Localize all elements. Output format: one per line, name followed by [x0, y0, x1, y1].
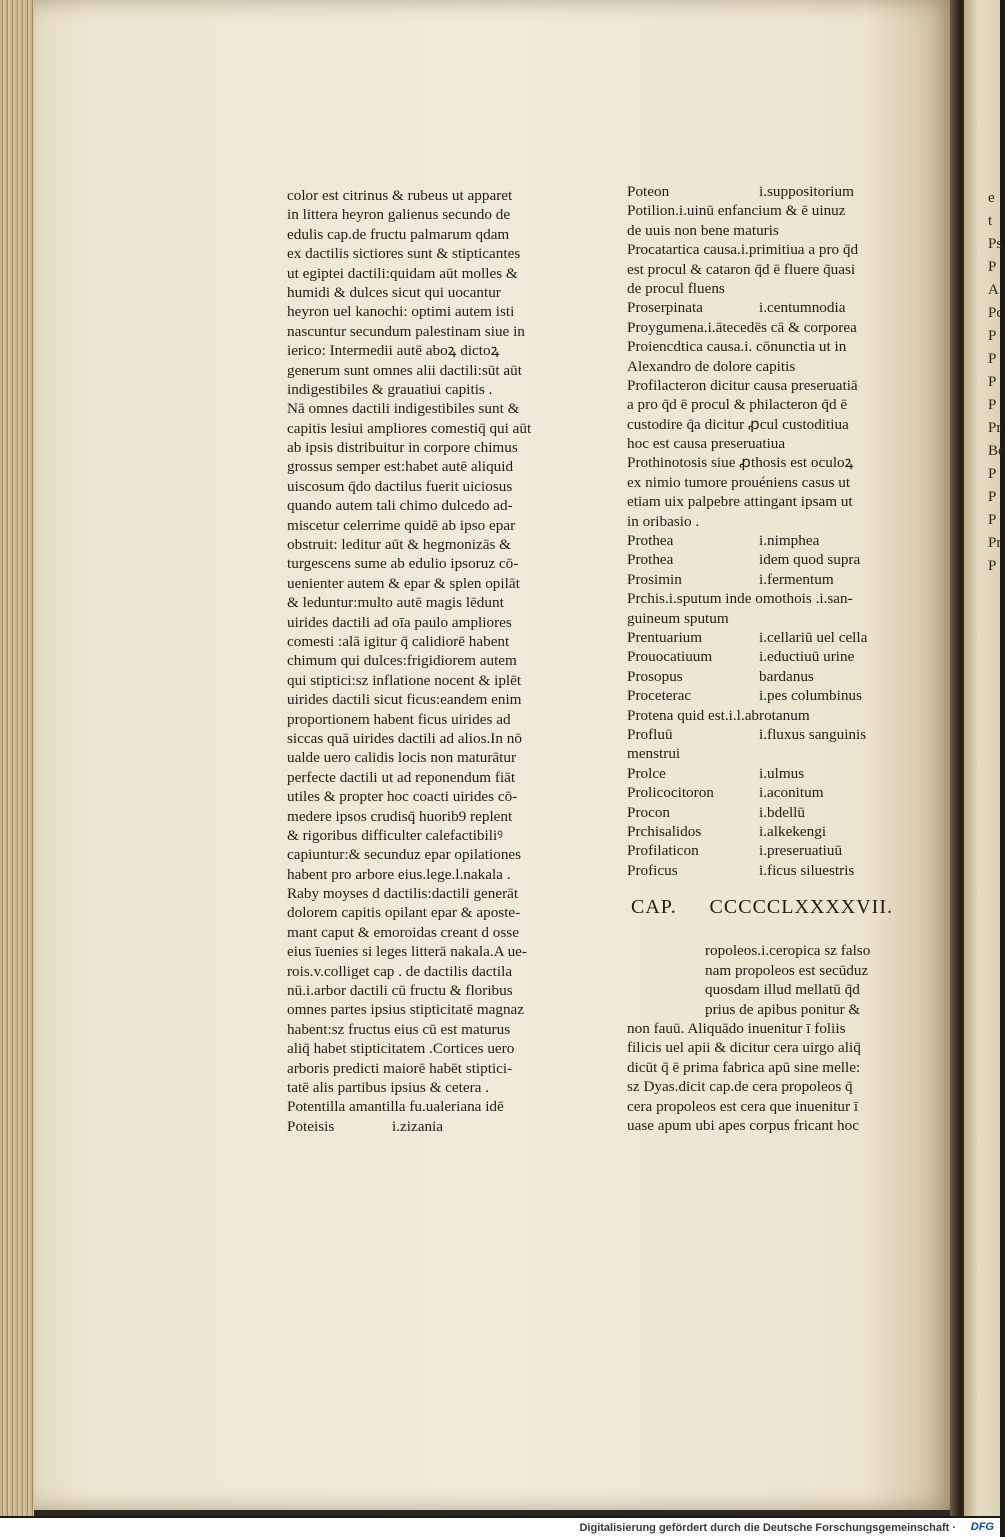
next-page-fragment: P	[988, 512, 997, 528]
text-line: Potilion.i.uinū enfancium & ē uinuz	[627, 202, 846, 220]
text-line: custodire q̄a dicitur ꝓcul custoditiua	[627, 415, 849, 433]
text-line: aliq̄ habet stipticitatem .Cortices uero	[287, 1040, 515, 1058]
text-line: de procul fluens	[627, 279, 725, 297]
text-line: mant caput & emoroidas creant d osse	[287, 923, 519, 941]
text-line: ropoleos.i.ceropica sz falso	[705, 942, 871, 960]
text-line: in oribasio .	[627, 512, 700, 530]
next-page-fragment: A	[988, 282, 999, 298]
next-page-fragment: t	[988, 213, 993, 229]
next-page-fragment: Pc	[988, 305, 1003, 321]
next-page-fragments	[964, 190, 1005, 581]
text-line: ab ipsis distribuitur in corpore chimus	[287, 439, 518, 457]
entry-definition: i.fermentum	[759, 570, 834, 588]
text-line: turgescens sume ab edulio ipsoruz cō-	[287, 555, 519, 573]
next-page-fragment: P	[988, 374, 997, 390]
next-page-fragment: P	[988, 466, 997, 482]
text-line: edulis cap.de fructu palmarum qdam	[287, 225, 510, 243]
text-line: & rigoribus difficulter calefactibiliꝰ	[287, 826, 503, 844]
entry-term: Poteon	[627, 183, 670, 200]
text-line: prius de apibus ponitur &	[705, 1000, 861, 1018]
text-line: Prchis.i.sputum inde omothois .i.san-	[627, 590, 853, 608]
text-line: eius īuenies si leges litterā nakala.A ue-	[287, 943, 527, 961]
glossary-entry	[627, 647, 889, 666]
text-line: quosdam illud mellatū q̄d	[705, 981, 860, 999]
next-page-fragment: P	[988, 397, 997, 413]
footer-credit: Digitalisierung gefördert durch die Deutsche Forschungsgemeinschaft ·	[579, 1522, 956, 1534]
page-edges	[0, 0, 34, 1516]
text-line: uirides dactili ad oīa paulo ampliores	[287, 613, 512, 631]
entry-definition: idem quod supra	[759, 551, 861, 569]
entry-term: Procon	[627, 803, 671, 821]
glossary-entry	[627, 803, 889, 822]
text-line: perfecte dactili ut ad reponendum fiāt	[287, 768, 516, 786]
glossary-entry	[627, 783, 889, 802]
text-line: in littera heyron galienus secundo de	[287, 206, 511, 224]
glossary-entry	[627, 764, 889, 783]
entry-term: Prchisalidos	[627, 822, 702, 840]
text-line: nū.i.arbor dactili cū fructu & floribus	[287, 982, 513, 1000]
text-line: non fauū. Aliquādo inuenitur ī foliis	[627, 1020, 846, 1038]
text-line: cera propoleos est cera que inuenitur ī	[627, 1097, 859, 1115]
text-line: Proiencdtica causa.i. cōnunctia ut in	[627, 338, 847, 356]
text-line: ualde uero calidis locis non maturātur	[287, 749, 517, 767]
text-line: grossus semper est:habet autē aliquid	[287, 458, 514, 476]
next-page-fragment: Pr	[988, 535, 1002, 551]
glossary-entry	[627, 570, 889, 589]
next-page-fragment: P	[988, 328, 997, 344]
entry-definition: i.suppositorium	[759, 183, 854, 200]
text-line: rois.v.colliget cap . de dactilis dactila	[287, 962, 513, 980]
text-line: filicis uel apii & dicitur cera uirgo aliq̄	[627, 1039, 861, 1057]
glossary-entry	[627, 298, 889, 317]
entry-term: Prosopus	[627, 667, 683, 685]
entry-definition: i.zizania	[392, 1117, 444, 1135]
text-line: est procul & cataron q̄d ē fluere q̄uasi	[627, 260, 856, 278]
glossary-entry	[627, 628, 889, 647]
entry-definition: i.pes columbinus	[759, 687, 862, 705]
next-page-fragment: P	[988, 351, 997, 367]
text-line: etiam uix palpebre attingant ipsam ut	[627, 493, 853, 511]
entry-definition: i.aconitum	[759, 784, 824, 802]
entry-term: Prothea	[627, 551, 674, 569]
next-page-fragment: Pr	[988, 420, 1002, 436]
text-line: habent pro arbore eius.lege.l.nakala .	[287, 865, 511, 883]
text-line: uiscosum q̄do dactilus fuerit uiciosus	[287, 477, 513, 495]
glossary-entry	[627, 841, 889, 860]
text-line: Potentilla amantilla fu.ualeriana idē	[287, 1098, 504, 1116]
entry-definition: i.eductiuū urine	[759, 648, 855, 666]
entry-term: Prolce	[627, 764, 666, 782]
text-line: Nā omnes dactili indigestibiles sunt &	[287, 400, 520, 418]
text-line: de uuis non bene maturis	[627, 221, 779, 239]
text-line: generum sunt omnes alii dactili:sūt aūt	[287, 361, 522, 379]
text-line: quando autem tali chimo dulcedo ad-	[287, 497, 513, 515]
text-line: siccas quā uirides dactili ad alios.In nō	[287, 729, 522, 747]
text-line: arboris predicti maiorē habēt stiptici-	[287, 1059, 513, 1077]
text-line: & leduntur:multo autē magis lēdunt	[287, 594, 504, 612]
text-line: uirides dactili sicut ficus:eandem enim	[287, 691, 522, 709]
text-line: Proygumena.i.ātecedēs cā & corporea	[627, 318, 857, 336]
next-page-fragment: e	[988, 190, 995, 206]
entry-definition: bardanus	[759, 667, 814, 685]
text-line: Raby moyses d dactilis:dactili generāt	[287, 885, 519, 903]
glossary-entry	[627, 861, 889, 880]
next-page-edge	[964, 0, 1005, 1516]
entry-definition: i.bdellū	[759, 803, 805, 821]
entry-term: Proserpinata	[627, 299, 703, 317]
text-line: hoc est causa preseruatiua	[627, 435, 786, 453]
text-line: indigestibiles & grauatiui capitis .	[287, 380, 493, 398]
text-line: dolorem capitis opilant epar & aposte-	[287, 904, 521, 922]
entry-definition: i.preseruatiuū	[759, 842, 843, 860]
entry-definition: i.centumnodia	[759, 299, 846, 317]
text-line: ierico: Intermedii autē aboꝝ dictoꝝ	[287, 342, 500, 360]
text-line: Prothinotosis siue ꝓthosis est oculoꝝ	[627, 454, 854, 472]
glossary-entry	[627, 667, 889, 686]
text-line: menstrui	[627, 745, 681, 763]
text-line: obstruit: leditur aūt & hegmonizās &	[287, 536, 511, 554]
glossary-entry	[627, 686, 889, 705]
glossary-entry	[627, 822, 889, 841]
text-line: proportionem habent ficus uirides ad	[287, 710, 511, 728]
text-line: ex nimio tumore prouéniens casus ut	[627, 473, 851, 491]
glossary-entry	[627, 725, 889, 744]
text-line: medere ipsos crudisq̄ huorib9 replent	[287, 807, 513, 825]
text-line: comesti :alā igitur q̄ calidiorē habent	[287, 632, 510, 650]
text-line: tatē alis partibus ipsius & cetera .	[287, 1078, 490, 1096]
chapter-heading	[631, 898, 893, 917]
text-line: qui stiptici:sz inflatione nocent & iplēt	[287, 671, 522, 689]
entry-term: Proficus	[627, 861, 678, 879]
entry-term: Poteisis	[287, 1117, 335, 1135]
text-line: chimum qui dulces:frigidiorem autem	[287, 652, 517, 670]
text-line: nam propoleos est secūduz	[705, 961, 869, 979]
entry-definition: i.fluxus sanguinis	[759, 725, 867, 743]
text-line: sz Dyas.dicit cap.de cera propoleos q̄	[627, 1078, 853, 1096]
next-page-fragment: P	[988, 489, 997, 505]
entry-term: Prothea	[627, 532, 674, 550]
text-line: a pro q̄d ē procul & philacteron q̄d ē	[627, 396, 848, 414]
text-line: capitis lesiui ampliores comestiq̄ qui aūt	[287, 419, 532, 437]
entry-definition: i.ulmus	[759, 764, 805, 782]
entry-definition: i.alkekengi	[759, 822, 827, 840]
entry-term: Profilaticon	[627, 842, 699, 860]
next-page-fragment: Be	[988, 443, 1005, 459]
text-line: nascuntur secundum palestinam siue in	[287, 322, 525, 340]
entry-term: Prouocatiuum	[627, 648, 713, 666]
entry-definition: i.cellariū uel cella	[759, 628, 868, 646]
text-line: uase apum ubi apes corpus fricant hoc	[627, 1116, 859, 1134]
text-line: Profilacteron dicitur causa preseruatiā	[627, 376, 858, 394]
glossary-entry	[627, 531, 889, 550]
next-page-fragment: Ps	[988, 236, 1003, 252]
text-line: ex dactilis sictiores sunt & stipticantes	[287, 245, 521, 263]
glossary-entry	[627, 550, 889, 569]
text-line: Alexandro de dolore capitis	[627, 357, 796, 375]
entry-term: Proceterac	[627, 687, 692, 705]
text-line: color est citrinus & rubeus ut apparet	[287, 187, 513, 204]
text-line: ut egiptei dactili:quidam aūt molles &	[287, 264, 518, 282]
text-line: utiles & propter hoc coacti uirides cō-	[287, 788, 518, 806]
entry-definition: i.nimphea	[759, 532, 820, 550]
text-line: guineum sputum	[627, 609, 729, 627]
text-line: humidi & dulces sicut qui uocantur	[287, 283, 501, 301]
entry-definition: i.ficus siluestris	[759, 861, 855, 879]
text-line: uenienter autem & epar & splen opilāt	[287, 574, 520, 592]
entry-term: Profluū	[627, 725, 673, 743]
glossary-entry	[627, 182, 889, 201]
entry-term: Prolicocitoron	[627, 784, 714, 802]
text-line: Protena quid est.i.l.abrotanum	[627, 706, 810, 724]
text-line: habent:sz fructus eius cū est maturus	[287, 1020, 511, 1038]
next-page-fragment: P	[988, 558, 997, 574]
chapter-label: CAP.	[631, 896, 677, 919]
text-line: omnes partes ipsius stipticitatē magnaz	[287, 1001, 525, 1019]
text-line: capiuntur:& secunduz epar opilationes	[287, 846, 522, 864]
left-text-column	[287, 186, 552, 1136]
text-line: dicūt q̄ ē prima fabrica apū sine melle:	[627, 1058, 861, 1076]
dfg-logo: DFG	[970, 1521, 994, 1533]
right-text-column	[627, 182, 893, 1135]
entry-term: Prosimin	[627, 570, 682, 588]
glossary-entry	[287, 1117, 552, 1136]
entry-term: Prentuarium	[627, 628, 703, 646]
next-page-fragment: P	[988, 259, 997, 275]
chapter-number: CCCCCLXXXXVII.	[709, 896, 893, 919]
text-line: miscetur celerrime quidē ab ipso epar	[287, 516, 516, 534]
text-line: heyron uel kanochi: optimi autem isti	[287, 303, 515, 321]
text-line: Procatartica causa.i.primitiua a pro q̄d	[627, 241, 859, 259]
